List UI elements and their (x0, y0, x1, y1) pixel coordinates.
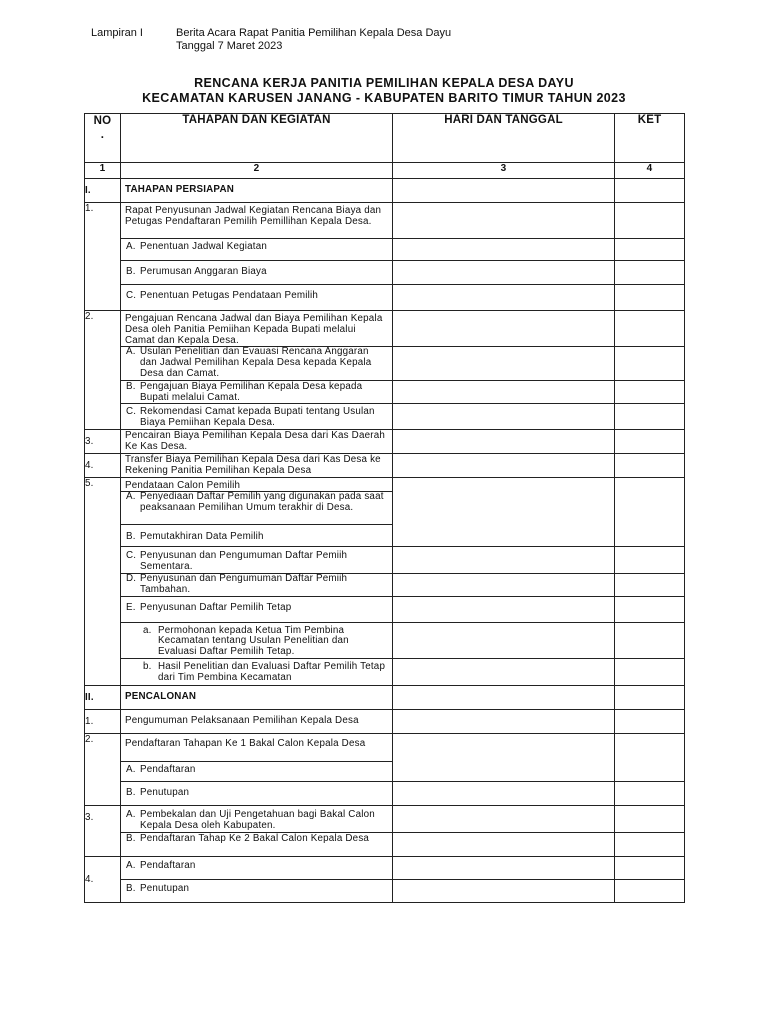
column-number-row (85, 163, 685, 179)
header-hari-tanggal: HARI DAN TANGGAL (393, 114, 615, 163)
activity-item (121, 880, 392, 895)
activity-text: Rapat Penyusunan Jadwal Kegiatan Rencana Biaya dan Petugas Pendaftaran Pemilih Pemillihan Kepala Desa. (125, 205, 382, 227)
table-row (85, 596, 685, 622)
item-text: Penyusunan Daftar Pemilih Tetap (140, 601, 292, 613)
item-text: Penyusunan dan Pengumuman Daftar Pemiih Sementara. (140, 550, 348, 573)
item-text: Penutupan (140, 882, 190, 894)
item-letter: A. (126, 808, 136, 820)
row-number: 1. (85, 709, 121, 733)
table-cell (615, 239, 685, 261)
table-cell (121, 525, 393, 547)
table-cell (121, 430, 393, 454)
table-cell (393, 733, 615, 781)
table-cell (393, 658, 615, 685)
table-cell (615, 805, 685, 832)
section-number: I. (85, 179, 121, 203)
column-number: 4 (615, 163, 685, 179)
item-letter: a. (143, 624, 152, 636)
column-number: 1 (85, 163, 121, 179)
table-cell (121, 805, 393, 832)
item-letter: B. (126, 380, 136, 392)
activity-text: Transfer Biaya Pemilihan Kepala Desa dari Kas Desa ke Rekening Panitia Pemilihan Kepala Desa (125, 453, 381, 476)
table-cell (615, 622, 685, 658)
activity-text: Pencairan Biaya Pemilihan Kepala Desa dari Kas Daerah Ke Kas Desa. (125, 430, 386, 453)
table-cell (393, 477, 615, 547)
header-no: NO . (85, 114, 121, 163)
section-number: II. (85, 685, 121, 709)
table-cell (121, 709, 393, 733)
section-title: PENCALONAN (125, 691, 197, 703)
item-letter: b. (143, 660, 152, 672)
table-cell (615, 347, 685, 380)
table-cell (393, 832, 615, 856)
table-cell (393, 856, 615, 879)
table-cell (121, 622, 393, 658)
section-title: TAHAPAN PERSIAPAN (125, 184, 234, 196)
activity-subitem (121, 623, 392, 658)
table-row (85, 832, 685, 856)
table-cell (615, 709, 685, 733)
item-letter: B. (126, 882, 136, 894)
table-cell (615, 547, 685, 574)
item-letter: A. (126, 491, 136, 503)
table-cell (615, 203, 685, 239)
activity-text: Pengajuan Rencana Jadwal dan Biaya Pemilihan Kepala Desa oleh Panitia Pemiihan Kepada Bupati melalui Camat dan Kepala Desa. (125, 313, 383, 346)
table-row (85, 879, 685, 902)
activity-item (121, 782, 392, 799)
table-cell (393, 879, 615, 902)
activity-item (121, 806, 392, 832)
table-cell (393, 596, 615, 622)
table-row (85, 347, 685, 380)
header-ket: KET (615, 114, 685, 163)
table-cell (393, 709, 615, 733)
table-cell (615, 380, 685, 404)
activity-item (121, 574, 392, 596)
item-text: Penentuan Jadwal Kegiatan (140, 241, 268, 252)
item-letter: A. (126, 346, 136, 358)
item-letter: B. (126, 266, 136, 277)
table-cell (615, 685, 685, 709)
row-number: 3. (85, 430, 121, 454)
table-cell (121, 380, 393, 404)
section-row (85, 685, 685, 709)
item-letter: A. (126, 859, 136, 871)
table-cell (121, 781, 393, 805)
table-cell (615, 430, 685, 454)
table-cell (393, 203, 615, 239)
table-cell (615, 404, 685, 430)
activity-item (121, 261, 392, 278)
table-cell (393, 239, 615, 261)
table-cell (121, 761, 393, 781)
activity-item (121, 347, 392, 379)
table-cell (393, 685, 615, 709)
item-letter: C. (126, 550, 137, 562)
table-cell (615, 658, 685, 685)
table-row (85, 430, 685, 454)
table-cell (393, 805, 615, 832)
activity-text: Pengumuman Pelaksanaan Pemilihan Kepala Desa (125, 715, 359, 727)
table-cell (615, 781, 685, 805)
item-text: Penyusunan dan Pengumuman Daftar Pemiih Tambahan. (140, 572, 348, 595)
activity-item (121, 857, 392, 872)
item-letter: B. (126, 832, 136, 844)
item-text: Pemutakhiran Data Pemilih (140, 531, 264, 543)
table-cell (121, 239, 393, 261)
table-row (85, 805, 685, 832)
table-cell (393, 430, 615, 454)
table-row (85, 547, 685, 574)
activity-item (121, 762, 392, 776)
table-cell (393, 261, 615, 285)
table-cell (615, 261, 685, 285)
table-cell (615, 311, 685, 347)
item-text: Rekomendasi Camat kepada Bupati tentang Usulan Biaya Pemiihan Kepala Desa. (140, 406, 375, 429)
table-cell (615, 285, 685, 311)
table-cell (393, 781, 615, 805)
attachment-reference-title: Berita Acara Rapat Panitia Pemilihan Kepala Desa Dayu (176, 27, 452, 39)
item-letter: B. (126, 786, 136, 798)
activity-text: Pendaftaran Tahapan Ke 1 Bakal Calon Kepala Desa (125, 737, 366, 749)
item-text: Penyediaan Daftar Pemilih yang digunakan pada saat peaksanaan Pemilihan Umum terakhir di Desa. (140, 491, 384, 514)
activity-item (121, 285, 392, 302)
document-title-line-2: KECAMATAN KARUSEN JANANG - KABUPATEN BARITO TIMUR TAHUN 2023 (142, 91, 626, 105)
section-row (85, 179, 685, 203)
row-number: 1. (85, 203, 121, 311)
table-row (85, 733, 685, 761)
table-cell (121, 311, 393, 347)
table-row (85, 573, 685, 596)
table-cell (121, 179, 393, 203)
table-cell (393, 547, 615, 574)
item-letter: A. (126, 241, 136, 252)
row-number: 3. (85, 805, 121, 856)
table-cell (393, 453, 615, 477)
item-text: Pendaftaran (140, 763, 196, 775)
item-letter: B. (126, 531, 136, 543)
item-text: Pendaftaran Tahap Ke 2 Bakal Calon Kepala Desa (140, 832, 370, 844)
item-letter: E. (126, 601, 136, 613)
table-cell (121, 596, 393, 622)
table-cell (393, 285, 615, 311)
item-text: Pengajuan Biaya Pemilihan Kepala Desa kepada Bupati melalui Camat. (140, 380, 363, 403)
table-cell (393, 380, 615, 404)
table-cell (121, 477, 393, 492)
table-row (85, 477, 685, 492)
table-cell (615, 477, 685, 547)
attachment-label: Lampiran I (91, 27, 143, 39)
table-cell (615, 733, 685, 781)
table-cell (121, 404, 393, 430)
item-text: Penutupan (140, 786, 190, 798)
table-cell (393, 622, 615, 658)
table-cell (121, 879, 393, 902)
table-cell (121, 832, 393, 856)
column-number: 3 (393, 163, 615, 179)
activity-item (121, 381, 392, 404)
attachment-reference-date: Tanggal 7 Maret 2023 (176, 40, 283, 52)
table-cell (615, 832, 685, 856)
table-row (85, 311, 685, 347)
table-row (85, 380, 685, 404)
item-letter: C. (126, 406, 137, 418)
table-cell (121, 285, 393, 311)
table-cell (393, 311, 615, 347)
table-cell (121, 347, 393, 380)
table-cell (393, 404, 615, 430)
table-cell (121, 685, 393, 709)
table-row (85, 404, 685, 430)
table-row (85, 856, 685, 879)
table-cell (615, 856, 685, 879)
table-cell (393, 573, 615, 596)
table-cell (393, 179, 615, 203)
table-cell (121, 856, 393, 879)
activity-item (121, 492, 392, 514)
item-letter: C. (126, 290, 137, 301)
table-cell (121, 261, 393, 285)
table-row (85, 239, 685, 261)
table-row (85, 622, 685, 658)
table-cell (121, 492, 393, 525)
activity-item (121, 404, 392, 429)
activity-item (121, 239, 392, 253)
table-row (85, 261, 685, 285)
table-cell (615, 573, 685, 596)
table-row (85, 285, 685, 311)
item-text: Pendaftaran (140, 859, 196, 871)
document-title-line-1: RENCANA KERJA PANITIA PEMILIHAN KEPALA DESA DAYU (194, 76, 574, 90)
row-number: 2. (85, 733, 121, 805)
item-text: Perumusan Anggaran Biaya (140, 266, 267, 277)
item-text: Penentuan Petugas Pendataan Pemilih (140, 290, 319, 301)
work-plan-table (84, 113, 685, 903)
item-letter: D. (126, 572, 137, 584)
item-text: Usulan Penelitian dan Evauasi Rencana Anggaran dan Jadwal Pemilihan Kepala Desa kepada Kepala Desa dan Camat. (140, 346, 372, 379)
table-cell (615, 596, 685, 622)
table-row (85, 453, 685, 477)
column-number: 2 (121, 163, 393, 179)
item-text: Hasil Penelitian dan Evaluasi Daftar Pemilih Tetap dari Tim Pembina Kecamatan (158, 660, 386, 683)
table-cell (615, 179, 685, 203)
table-row (85, 203, 685, 239)
item-text: Pembekalan dan Uji Pengetahuan bagi Bakal Calon Kepala Desa oleh Kabupaten. (140, 808, 375, 831)
table-row (85, 781, 685, 805)
activity-item (121, 597, 392, 614)
table-row (85, 658, 685, 685)
table-cell (121, 733, 393, 761)
table-cell (121, 573, 393, 596)
item-letter: A. (126, 763, 136, 775)
table-cell (121, 203, 393, 239)
header-kegiatan: TAHAPAN DAN KEGIATAN (121, 114, 393, 163)
activity-item (121, 547, 392, 573)
table-header-row (85, 114, 685, 163)
table-cell (121, 658, 393, 685)
table-cell (121, 547, 393, 574)
table-row (85, 709, 685, 733)
activity-item (121, 525, 392, 543)
activity-item (121, 833, 392, 845)
table-cell (615, 453, 685, 477)
activity-subitem (121, 659, 392, 684)
table-cell (393, 347, 615, 380)
item-text: Permohonan kepada Ketua Tim Pembina Kecamatan tentang Usulan Penelitian dan Evaluasi Daftar Pemilih Tetap. (158, 624, 349, 658)
row-number: 4. (85, 856, 121, 902)
activity-text: Pendataan Calon Pemilih (125, 479, 241, 491)
row-number: 4. (85, 453, 121, 477)
table-cell (615, 879, 685, 902)
row-number: 5. (85, 477, 121, 685)
attachment-reference (176, 27, 451, 53)
row-number: 2. (85, 311, 121, 430)
table-cell (121, 453, 393, 477)
